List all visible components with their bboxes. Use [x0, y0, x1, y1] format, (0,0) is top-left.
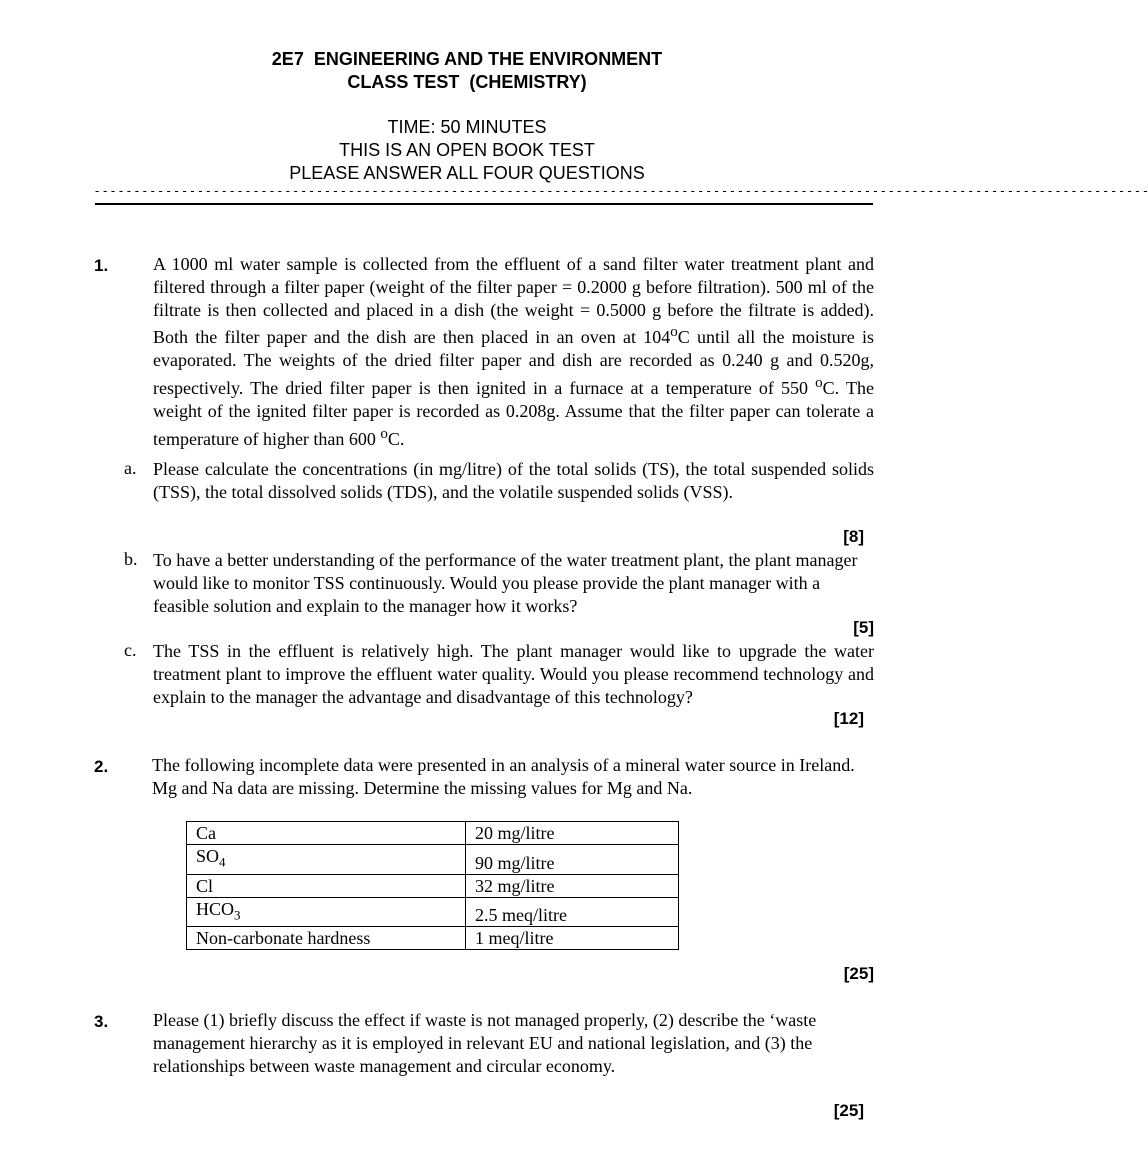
- q1a-label: a.: [124, 458, 137, 478]
- q1b-mark: [5]: [853, 618, 874, 637]
- course-title: 2E7 ENGINEERING AND THE ENVIRONMENT: [271, 49, 663, 69]
- answer-instructions: PLEASE ANSWER ALL FOUR QUESTIONS: [289, 163, 645, 183]
- species-cell: $HCO_3$: [187, 897, 466, 927]
- value-cell: 32 mg/litre: [466, 874, 679, 897]
- table-row: [187, 822, 679, 845]
- value-cell: 1 meq/litre: [466, 927, 679, 950]
- question-1-number: 1.: [94, 256, 109, 275]
- question-3-number: 3.: [94, 1012, 109, 1031]
- q2-mark: [25]: [843, 964, 874, 983]
- table-row: [187, 874, 679, 897]
- q1a-mark: [8]: [843, 527, 864, 546]
- question-2-text: The following incomplete data were presented in an analysis of a mineral water source in Ireland. Mg and Na data are missing. Determine the missing values for Mg and Na.: [152, 755, 855, 798]
- question-3-text: Please (1) briefly discuss the effect if waste is not managed properly, (2) describe the ‘waste management hierarchy as it is employed in relevant EU and national legislation, and (3) the relationships between waste management and circular economy.: [153, 1010, 817, 1076]
- q1b-label: b.: [124, 549, 138, 569]
- table-row: [187, 927, 679, 950]
- species-cell: Ca: [187, 822, 466, 845]
- time-limit: TIME: 50 MINUTES: [387, 117, 547, 137]
- q1b-text: To have a better understanding of the performance of the water treatment plant, the plant manager would like to monitor TSS continuously. Would you please provide the plant manager with a feasible solution and explain to the manager how it works?: [153, 550, 858, 616]
- q1c-mark: [12]: [833, 709, 864, 728]
- solid-divider: [95, 203, 873, 205]
- table-row: [187, 845, 679, 875]
- q1c-label: c.: [124, 640, 137, 660]
- species-cell: $SO_4$: [187, 845, 466, 875]
- value-cell: 20 mg/litre: [466, 822, 679, 845]
- species-cell: Cl: [187, 874, 466, 897]
- q3-mark: [25]: [833, 1101, 864, 1120]
- mineral-water-table: [186, 821, 679, 950]
- question-2-number: 2.: [94, 757, 109, 776]
- value-cell: 2.5 meq/litre: [466, 897, 679, 927]
- q1a-text: Please calculate the concentrations (in mg/litre) of the total solids (TS), the total suspended solids (TSS), the total dissolved solids (TDS), and the volatile suspended solids (VSS).: [153, 459, 874, 502]
- exam-header: [0, 48, 934, 185]
- question-1-text: A 1000 ml water sample is collected from the effluent of a sand filter water treatment plant and filtered through a filter paper (weight of the filter paper = 0.2000 g before filtration). 500 ml of the filtrate is then collected and placed in a dish (the weight = 0.5000 g before the filtrate is added). Both the filter paper and the dish are then placed in an oven at 104$^o$C until all the moisture is evaporated. The weights of the dried filter paper and dish are recorded as 0.240 g and 0.520g, respectively. The dried filter paper is then ignited in a furnace at a temperature of 550 $^o$C. The weight of the ignited filter paper is recorded as 0.208g. Assume that the filter paper can tolerate a temperature of higher than 600 $^o$C.: [153, 254, 874, 449]
- test-title: CLASS TEST (CHEMISTRY): [347, 72, 587, 92]
- q1c-text: The TSS in the effluent is relatively high. The plant manager would like to upgrade the water treatment plant to improve the effluent water quality. Would you please recommend technology and explain to the manager the advantage and disadvantage of this technology?: [153, 641, 874, 707]
- table-row: [187, 897, 679, 927]
- dashed-divider: - - - - - - - - - - - - - - - - - - - - - - - - - - - - - - - - - - - - - - - - - - - - - - - - - - - - - - - - - - - - - - - - - - - - - - - - - - - - - - - - - - - - - - - - - - - - - - - - - - - - - - - - - - - - - - - - - - - - - - - - - - - - - - - - - - - - -: [95, 183, 1148, 198]
- species-cell: Non-carbonate hardness: [187, 927, 466, 950]
- open-book-notice: THIS IS AN OPEN BOOK TEST: [339, 140, 595, 160]
- value-cell: 90 mg/litre: [466, 845, 679, 875]
